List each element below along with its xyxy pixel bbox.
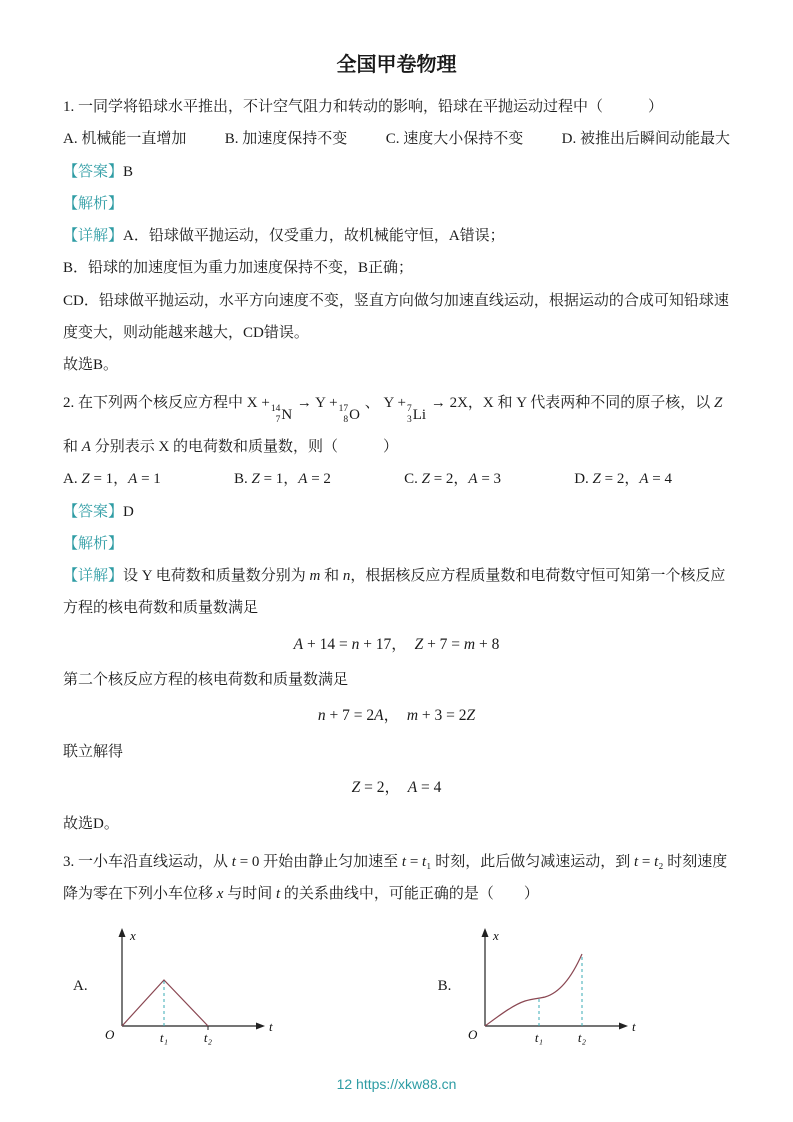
- origin-label: O: [468, 1026, 478, 1042]
- q2-option-c: [404, 463, 501, 495]
- option-math: Z = 2，A = 4: [592, 471, 672, 488]
- nuclide-scripts: [271, 404, 281, 425]
- page-footer: [0, 1076, 793, 1092]
- q2-equation-3: Z = 2， A = 4: [351, 779, 442, 797]
- option-letter: A.: [63, 471, 82, 488]
- arrow: →: [296, 395, 312, 412]
- option-math: Z = 1，A = 1: [81, 471, 161, 488]
- nuclide-scripts: [339, 404, 349, 425]
- q2-reaction-2: [383, 395, 468, 425]
- q1-conclusion: 故选B。: [63, 357, 119, 373]
- q2-analysis-line: [63, 528, 730, 560]
- q3-stem: 3. 一小车沿直线运动，从 t = 0 开始由静止匀加速至 t = t₁ 时刻，此后做匀减速运动，到 t = t₂ 时刻速度降为零在下列小车位移 x 与时间 t 的关系曲线中，可能正确的是（ ）: [63, 854, 728, 903]
- nuclide-scripts: [407, 404, 412, 425]
- q1-option-a: A. 机械能一直增加: [63, 131, 187, 148]
- q1-analysis-line: [63, 188, 730, 220]
- x-axis-label: t: [632, 1018, 636, 1034]
- charge-number: 8: [343, 414, 349, 425]
- reaction-separator: 、: [360, 395, 384, 412]
- analysis-label: 【解析】: [63, 535, 124, 552]
- charge-number: 7: [275, 414, 281, 425]
- q2-answer-line: [63, 496, 730, 528]
- q3-graph-b-label: B.: [437, 978, 452, 995]
- t2-label: t₂: [578, 1029, 587, 1045]
- detail-label: 【详解】: [63, 568, 124, 584]
- arrow: →: [430, 395, 446, 412]
- q1-detail-3: CD．铅球做平抛运动，水平方向速度不变，竖直方向做匀加速直线运动，根据运动的合成可知铅球速度变大，则动能越来越大，CD错误。: [63, 292, 729, 341]
- option-letter: D.: [574, 471, 593, 488]
- option-letter: B.: [233, 471, 252, 488]
- q3-graphs: [63, 923, 730, 1051]
- nuclide-n-14-7: [271, 399, 292, 431]
- origin-label: O: [104, 1026, 114, 1042]
- q2-stem-text-2: ，X 和 Y 代表两种不同的原子核，以 Z 和 A 分别表示 X 的电荷数和质量数，则（ ）: [63, 395, 723, 455]
- y-axis-arrow: [482, 928, 489, 937]
- q2-options: [63, 463, 730, 495]
- t1-label: t₁: [159, 1029, 168, 1045]
- mass-number: 7: [406, 404, 412, 415]
- graph-b: [455, 923, 643, 1051]
- q1-stem: 1. 一同学将铅球水平推出，不计空气阻力和转动的影响，铅球在平抛运动过程中（ ）: [63, 99, 664, 115]
- q1-option-d: D. 被推出后瞬间动能最大: [561, 131, 730, 148]
- y-axis-label: x: [493, 927, 500, 943]
- q2-conclusion: 故选D。: [63, 815, 119, 832]
- q1-answer-value: B: [123, 163, 134, 180]
- page-number: 12: [336, 1076, 353, 1092]
- q1-detail-2: B．铅球的加速度恒为重力加速度保持不变，B正确；: [63, 260, 414, 277]
- position-time-curve: [122, 980, 208, 1026]
- q3-graph-b-block: [428, 923, 644, 1051]
- element-symbol: N: [281, 406, 293, 423]
- mass-number: 17: [338, 404, 349, 415]
- q1-option-b: B. 加速度保持不变: [224, 131, 348, 148]
- option-math: Z = 1，A = 2: [251, 471, 331, 488]
- q2-detail-2: 第二个核反应方程的核电荷数和质量数满足: [63, 672, 349, 689]
- detail-label: 【详解】: [63, 228, 124, 244]
- q1-option-c: C. 速度大小保持不变: [385, 131, 524, 148]
- option-letter: C.: [404, 471, 422, 488]
- q2-option-b: [234, 463, 331, 495]
- x-axis-arrow: [256, 1022, 265, 1029]
- q2-option-d: [574, 463, 672, 495]
- position-time-curve: [485, 954, 582, 1026]
- option-math: Z = 2，A = 3: [421, 471, 502, 488]
- q2-option-a: [63, 463, 161, 495]
- t1-label: t₁: [535, 1029, 544, 1045]
- y-axis-arrow: [118, 928, 125, 937]
- analysis-label: 【解析】: [63, 195, 124, 212]
- answer-label: 【答案】: [63, 503, 124, 520]
- q1-answer-line: [63, 156, 730, 188]
- term-x-plus: X +: [246, 395, 270, 412]
- q1-options: [63, 123, 730, 155]
- term-y-plus: Y +: [315, 395, 338, 412]
- q3-graph-a-label: A.: [73, 978, 88, 995]
- y-axis-label: x: [129, 927, 136, 943]
- q2-stem-text-1: 2. 在下列两个核反应方程中: [63, 395, 247, 412]
- charge-number: 3: [406, 414, 412, 425]
- graph-a: [92, 923, 280, 1051]
- q3-graph-a-block: [63, 923, 280, 1051]
- q2-detail-3: 联立解得: [63, 744, 124, 761]
- footer-url-link[interactable]: https://xkw88.cn: [356, 1076, 457, 1092]
- q2-stem: [63, 387, 730, 463]
- nuclide-o-17-8: [339, 399, 360, 431]
- q2-equation-2: n + 7 = 2A， m + 3 = 2Z: [317, 707, 476, 725]
- x-axis-label: t: [268, 1018, 273, 1034]
- mass-number: 14: [270, 404, 281, 415]
- term-y-plus: Y +: [383, 395, 406, 412]
- term-2x: 2X: [449, 395, 468, 412]
- element-symbol: Li: [412, 406, 427, 423]
- q2-detail-1: [63, 560, 730, 625]
- q1-detail-1-text: A．铅球做平抛运动，仅受重力，故机械能守恒，A错误；: [123, 228, 505, 244]
- x-axis-arrow: [619, 1022, 628, 1029]
- nuclide-li-7-3: [407, 399, 426, 431]
- q2-answer-value: D: [123, 503, 134, 520]
- t2-label: t₂: [203, 1029, 212, 1045]
- q2-detail-1-text: 设 Y 电荷数和质量数分别为 m 和 n，根据核反应方程质量数和电荷数守恒可知第一个核反应方程的核电荷数和质量数满足: [63, 568, 726, 617]
- page-title: 全国甲卷物理: [336, 54, 457, 76]
- answer-label: 【答案】: [63, 163, 124, 180]
- element-symbol: O: [349, 406, 360, 423]
- q2-reaction-1: [246, 395, 361, 425]
- q2-equation-1: A + 14 = n + 17， Z + 7 = m + 8: [293, 635, 500, 653]
- q1-detail-1: [63, 220, 730, 252]
